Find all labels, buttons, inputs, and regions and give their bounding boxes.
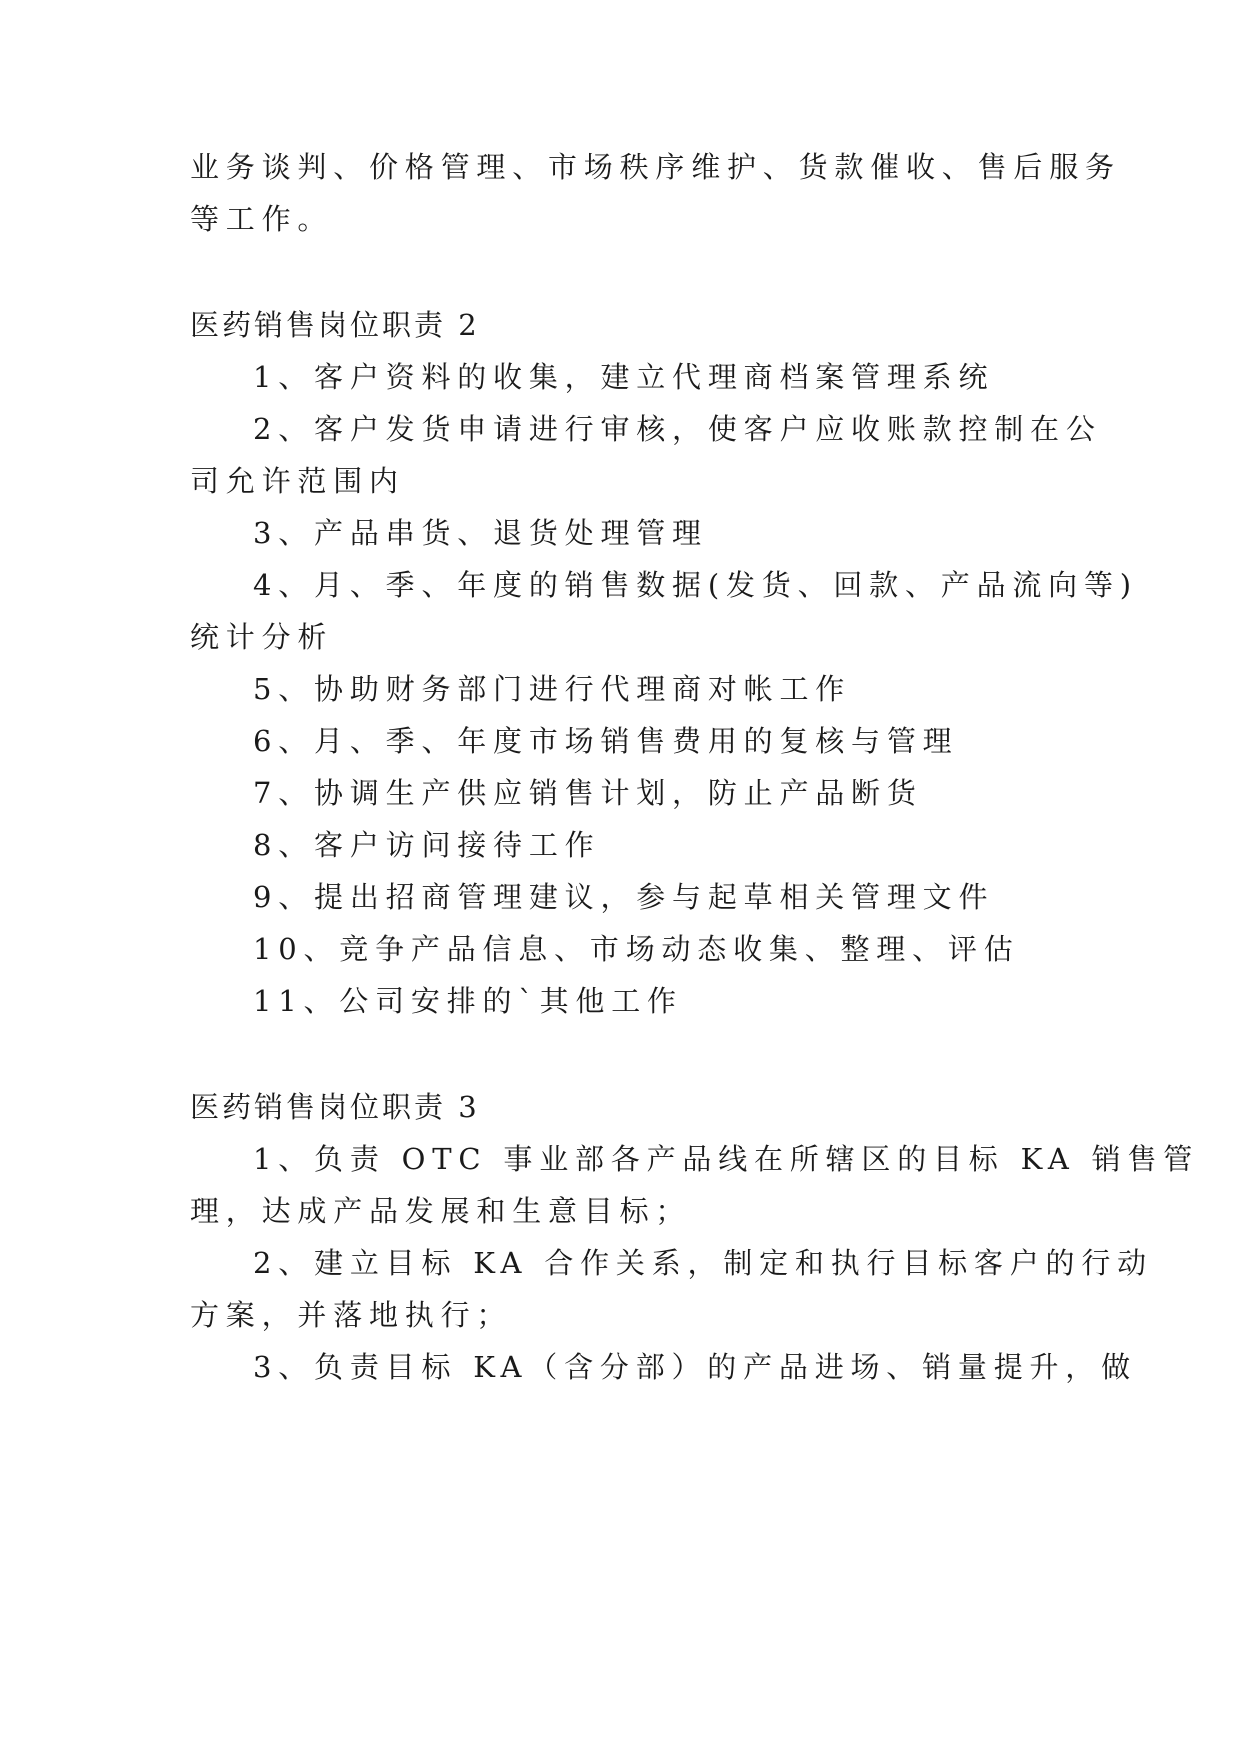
section-3-heading: 医药销售岗位职责 3 <box>190 1090 480 1124</box>
section-3-line: 1、负责 OTC 事业部各产品线在所辖区的目标 KA 销售管 <box>253 1142 1200 1176</box>
section-3-line: 方案，并落地执行； <box>190 1298 513 1332</box>
intro-line-2: 等工作。 <box>190 202 334 236</box>
section-2-line: 统计分析 <box>190 620 334 654</box>
section-2-line: 6、月、季、年度市场销售费用的复核与管理 <box>253 724 959 758</box>
section-2-line: 11、公司安排的`其他工作 <box>253 984 683 1018</box>
section-2-line: 9、提出招商管理建议，参与起草相关管理文件 <box>253 880 995 914</box>
section-2-line: 司允许范围内 <box>190 464 405 498</box>
section-2-heading: 医药销售岗位职责 2 <box>190 308 480 342</box>
section-3-line: 3、负责目标 KA（含分部）的产品进场、销量提升，做 <box>253 1350 1137 1384</box>
section-2-line: 8、客户访问接待工作 <box>253 828 601 862</box>
section-3-line: 2、建立目标 KA 合作关系，制定和执行目标客户的行动 <box>253 1246 1153 1280</box>
section-2-line: 5、协助财务部门进行代理商对帐工作 <box>253 672 852 706</box>
section-2-line: 4、月、季、年度的销售数据(发货、回款、产品流向等) <box>253 568 1138 602</box>
section-2-line: 1、客户资料的收集，建立代理商档案管理系统 <box>253 360 995 394</box>
section-2-line: 10、竞争产品信息、市场动态收集、整理、评估 <box>253 932 1020 966</box>
section-3-line: 理，达成产品发展和生意目标； <box>190 1194 692 1228</box>
section-2-line: 2、客户发货申请进行审核，使客户应收账款控制在公 <box>253 412 1102 446</box>
intro-line-1: 业务谈判、价格管理、市场秩序维护、货款催收、售后服务 <box>190 150 1121 184</box>
section-2-line: 3、产品串货、退货处理管理 <box>253 516 708 550</box>
section-2-line: 7、协调生产供应销售计划，防止产品断货 <box>253 776 923 810</box>
